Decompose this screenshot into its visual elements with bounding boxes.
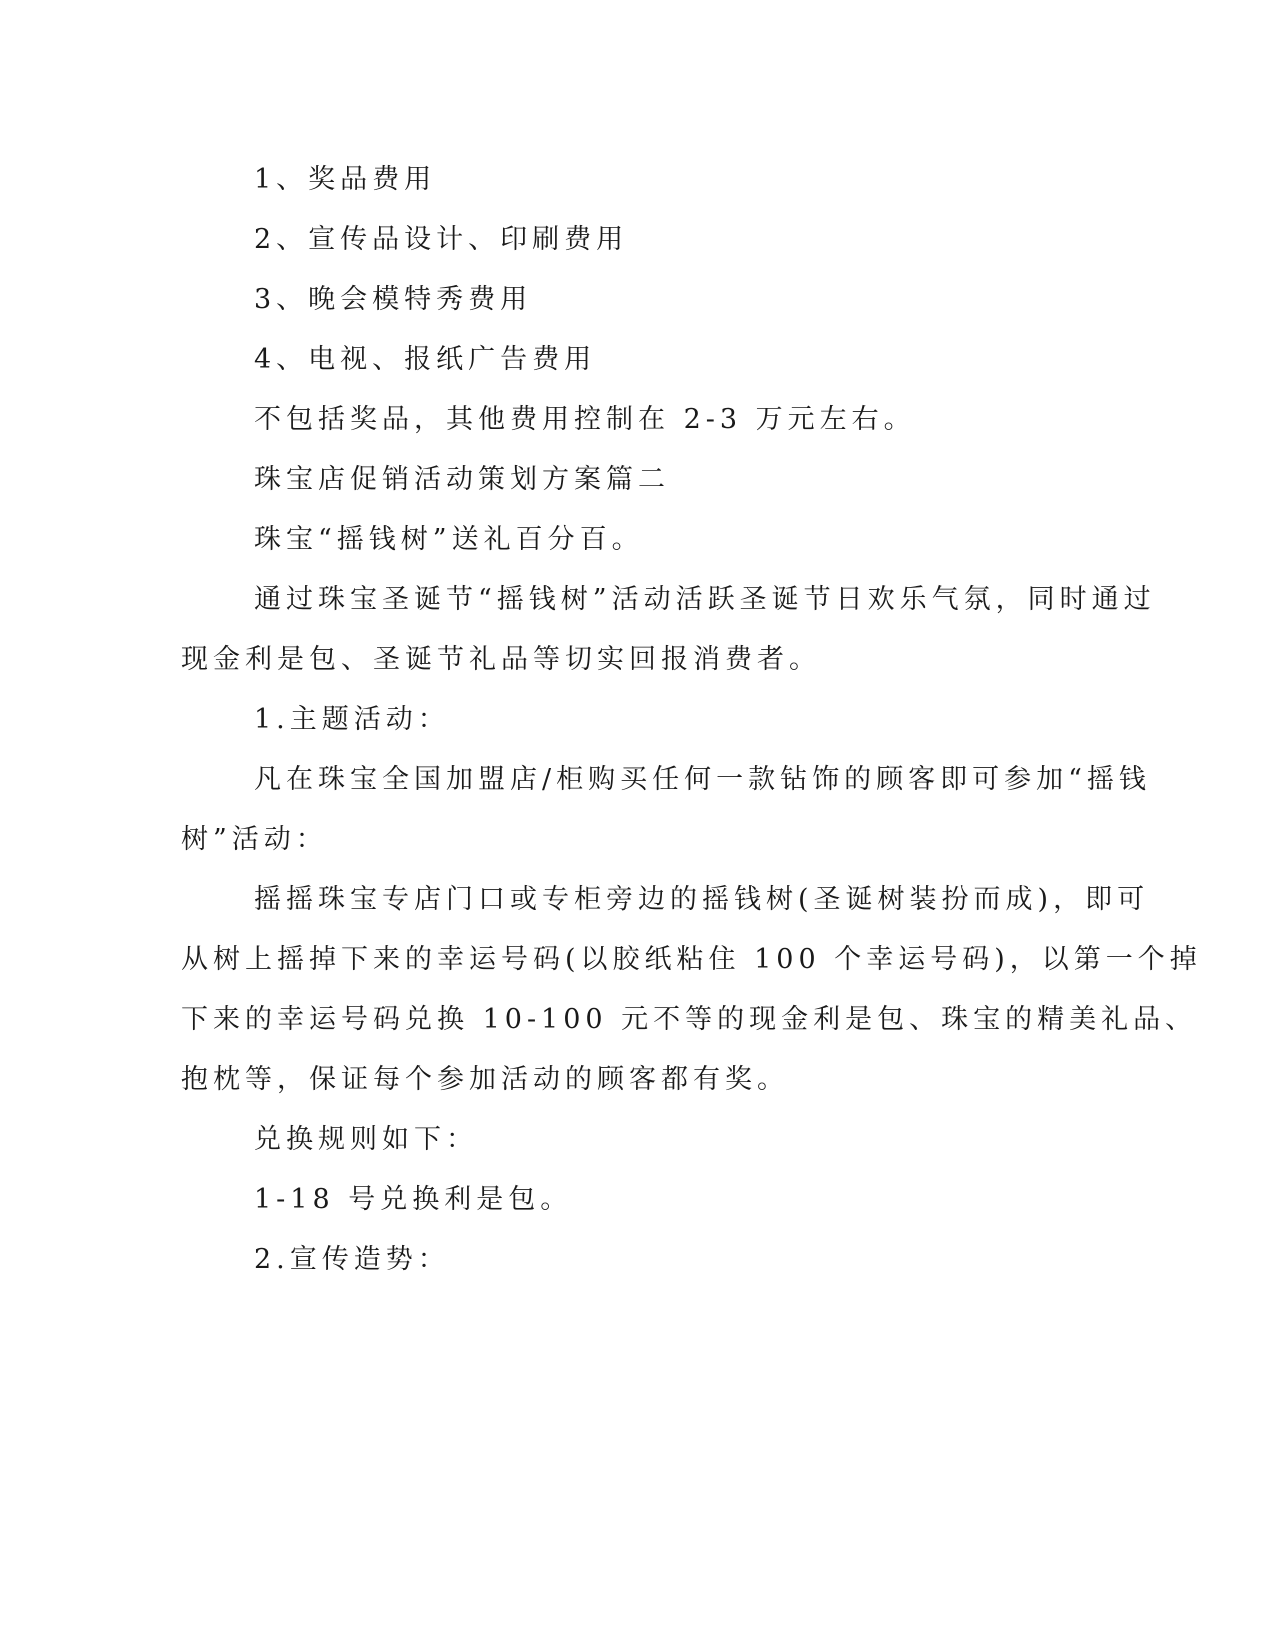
list-item-prize-cost: 1、奖品费用 [254,164,437,195]
subheading-theme-activity: 1.主题活动： [254,704,450,735]
list-item-ad-cost: 4、电视、报纸广告费用 [254,344,597,375]
document-body [181,150,1202,1290]
exchange-rule-item: 1-18 号兑换利是包。 [254,1184,573,1215]
list-item-promo-design-cost: 2、宣传品设计、印刷费用 [254,224,629,255]
budget-note: 不包括奖品，其他费用控制在 2-3 万元左右。 [254,404,916,435]
paragraph-line: 现金利是包、圣诞节礼品等切实回报消费者。 [181,644,821,675]
exchange-rules-heading: 兑换规则如下： [254,1124,478,1155]
list-item-model-show-cost: 3、晚会模特秀费用 [254,284,533,315]
paragraph-line: 抱枕等，保证每个参加活动的顾客都有奖。 [181,1064,789,1095]
paragraph-line: 摇摇珠宝专店门口或专柜旁边的摇钱树(圣诞树装扮而成)，即可 [254,884,1150,915]
paragraph-line: 通过珠宝圣诞节“摇钱树”活动活跃圣诞节日欢乐气氛，同时通过 [254,584,1156,615]
paragraph-line: 凡在珠宝全国加盟店/柜购买任何一款钻饰的顾客即可参加“摇钱 [254,764,1151,795]
paragraph-line: 树”活动： [181,824,328,855]
section-heading: 珠宝店促销活动策划方案篇二 [254,464,670,495]
subheading-publicity: 2.宣传造势： [254,1244,450,1275]
paragraph-line: 从树上摇掉下来的幸运号码(以胶纸粘住 100 个幸运号码)，以第一个掉 [181,944,1202,975]
paragraph-line: 下来的幸运号码兑换 10-100 元不等的现金利是包、珠宝的精美礼品、 [181,1004,1198,1035]
activity-title: 珠宝“摇钱树”送礼百分百。 [254,524,644,555]
